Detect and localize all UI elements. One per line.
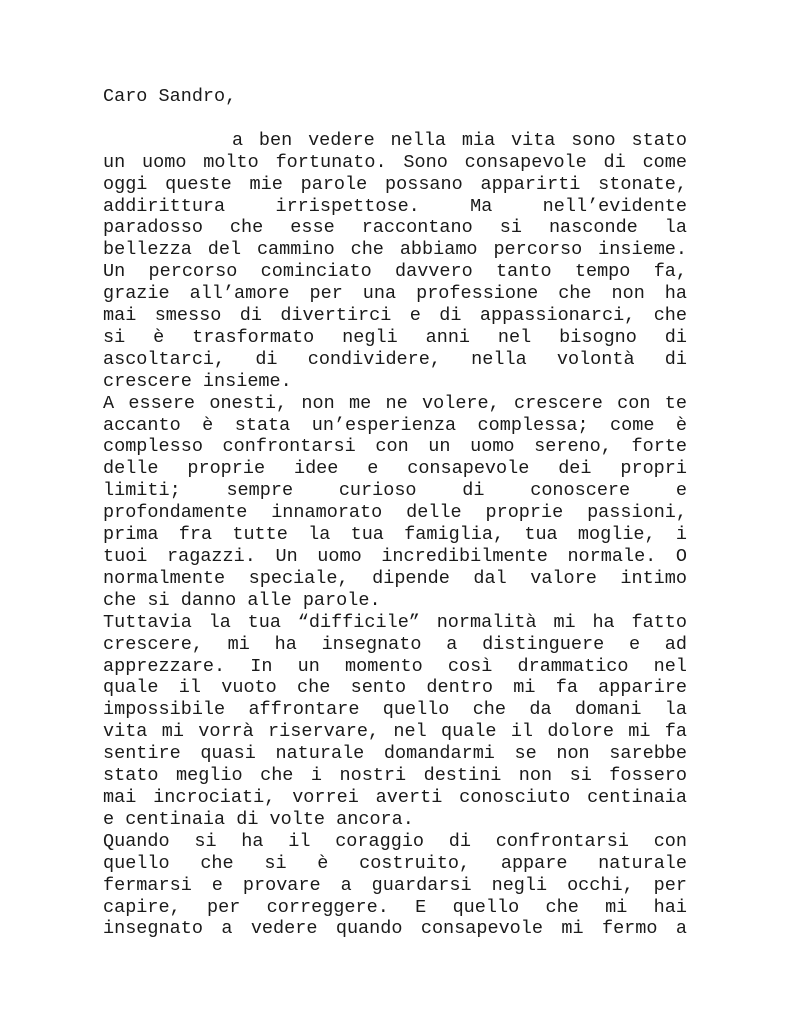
paragraphs-container — [103, 130, 687, 941]
text-line: A essere onesti, non me ne volere, crescere con te — [103, 392, 687, 414]
text-line: mai incrociati, vorrei averti conosciuto centinaia — [103, 786, 687, 808]
paragraph — [103, 831, 687, 941]
text-line: limiti; sempre curioso di conoscere e — [103, 480, 687, 502]
paragraph — [103, 130, 687, 393]
text-line: impossibile affrontare quello che da domani la — [103, 699, 687, 721]
text-line: accanto è stata un’esperienza complessa; come è — [103, 414, 687, 436]
text-line: Quando si ha il coraggio di confrontarsi con — [103, 830, 687, 852]
text-line: che si danno alle parole. — [103, 589, 381, 611]
text-line: Un percorso cominciato davvero tanto tempo fa, — [103, 261, 687, 283]
text-line: capire, per correggere. E quello che mi hai — [103, 896, 687, 918]
text-line: complesso confrontarsi con un uomo sereno, forte — [103, 436, 687, 458]
text-line: e centinaia di volte ancora. — [103, 808, 414, 830]
text-line: quello che si è costruito, appare naturale — [103, 852, 687, 874]
text-line: tuoi ragazzi. Un uomo incredibilmente normale. O — [103, 546, 687, 568]
text-line: paradosso che esse raccontano si nasconde la — [103, 217, 687, 239]
text-line: prima fra tutte la tua famiglia, tua moglie, i — [103, 524, 687, 546]
letter-body — [103, 86, 687, 940]
text-line: sentire quasi naturale domandarmi se non sarebbe — [103, 743, 687, 765]
text-line: mai smesso di divertirci e di appassionarci, che — [103, 305, 687, 327]
paragraph — [103, 612, 687, 831]
text-line: si è trasformato negli anni nel bisogno di — [103, 326, 687, 348]
text-line: normalmente speciale, dipende dal valore intimo — [103, 567, 687, 589]
text-line: vita mi vorrà riservare, nel quale il dolore mi fa — [103, 721, 687, 743]
text-line: delle proprie idee e consapevole dei propri — [103, 458, 687, 480]
paragraph — [103, 393, 687, 612]
text-line: stato meglio che i nostri destini non si fossero — [103, 765, 687, 787]
text-line: Tuttavia la tua “difficile” normalità mi ha fatto — [103, 611, 687, 633]
text-line: quale il vuoto che sento dentro mi fa apparire — [103, 677, 687, 699]
text-line: grazie all’amore per una professione che non ha — [103, 283, 687, 305]
text-line: fermarsi e provare a guardarsi negli occhi, per — [103, 874, 687, 896]
text-line: crescere insieme. — [103, 370, 292, 392]
text-line: oggi queste mie parole possano apparirti stonate, — [103, 173, 687, 195]
text-line: ascoltarci, di condividere, nella volontà di — [103, 348, 687, 370]
text-line: insegnato a vedere quando consapevole mi fermo a — [103, 918, 687, 940]
text-line: a ben vedere nella mia vita sono stato — [232, 129, 687, 151]
text-line: apprezzare. In un momento così drammatico nel — [103, 655, 687, 677]
text-line: crescere, mi ha insegnato a distinguere e ad — [103, 633, 687, 655]
text-line: un uomo molto fortunato. Sono consapevole di come — [103, 151, 687, 173]
text-line: profondamente innamorato delle proprie passioni, — [103, 502, 687, 524]
text-line: addirittura irrispettose. Ma nell’evidente — [103, 195, 687, 217]
text-line: bellezza del cammino che abbiamo percorso insieme. — [103, 239, 687, 261]
salutation: Caro Sandro, — [103, 86, 237, 107]
